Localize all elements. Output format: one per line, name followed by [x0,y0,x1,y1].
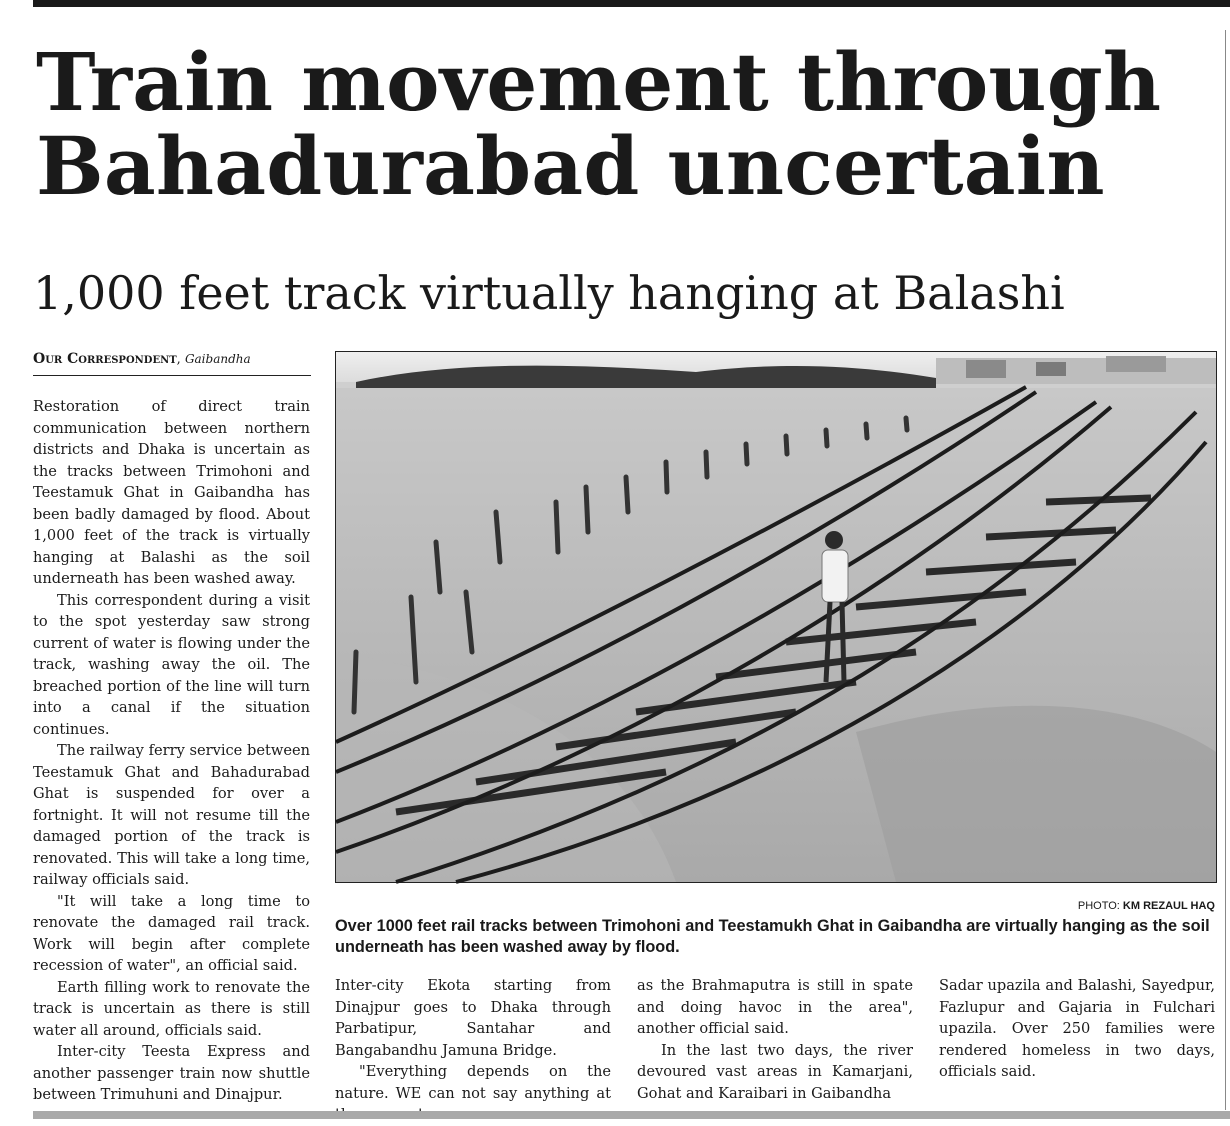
body-column-3 [637,975,913,1111]
byline-correspondent: Our Correspondent [33,351,177,367]
paragraph: "Everything depends on the nature. WE can not say anything at [335,1063,611,1102]
flooded-track-illustration [336,352,1216,882]
byline-location: Gaibandha [184,352,251,366]
bottom-rule [33,1111,1230,1119]
paragraph: Sadar upazila and Balashi, Sayedpur, Fazlupur and Gajaria in Fulchari upazila. Over 250 families were rendered homeless in two days, officials said. [939,977,1215,1080]
paragraph: Inter-city Teesta Express and another passenger train now shuttle between Trimuhuni and Dinajpur. [33,1043,310,1103]
byline-comma: , [176,352,185,367]
paragraph: In the last two days, the river devoured vast areas in Kamarjani, Gohat and Karaibari in Gaibandha [637,1041,913,1102]
paragraph: "It will take a long time to renovate the damaged rail track. Work will begin after complete recession of water", an official said. [33,892,310,974]
headline-line-1: Train movement through [36,35,1162,129]
photo-caption: Over 1000 feet rail tracks between Trimohoni and Teestamukh Ghat in Gaibandha are virtually hanging as the soil underneath has been washed away by flood. [335,917,1210,956]
body-column-2 [335,975,611,1111]
headline [36,35,1226,213]
paragraph: The railway ferry service between Teestamuk Ghat and Bahadurabad Ghat is suspended for over a fortnight. It will not resume till the damaged portion of the track is renovated. This will take a long time, railway officials said. [33,742,310,888]
paragraph: Inter-city Ekota starting from Dinajpur goes to Dhaka through Parbatipur, Santahar and Bangabandhu Jamuna Bridge. [335,977,611,1059]
paragraph: Earth filling work to renovate the track is uncertain as there is still water all around, officials said. [33,978,310,1039]
headline-line-2: Bahadurabad uncertain [36,119,1105,213]
paragraph: as the Brahmaputra is still in spate and doing havoc in the area", another official said. [637,977,913,1037]
byline [33,349,311,376]
top-rule [33,0,1230,7]
subheadline: 1,000 feet track virtually hanging at Balashi [33,266,1065,320]
photo-credit-label: PHOTO: [1077,900,1120,912]
paragraph: This correspondent during a visit to the spot yesterday saw strong current of water is flowing under the track, washing away the oil. The breached portion of the line will turn into a canal if the situation continues. [33,591,310,738]
paragraph: Restoration of direct train communication between northern districts and Dhaka is uncertain as the tracks between Trimohoni and Teestamuk Ghat in Gaibandha has been badly damaged by flood. About 1,000 feet of the track is virtually hanging at Balashi as the soil underneath has been washed away. [33,398,310,587]
photo-credit [935,899,1215,913]
photo-credit-name: KM REZAUL HAQ [1122,900,1215,912]
body-column-4 [939,975,1215,1111]
body-column-1 [33,396,310,1106]
news-photo-flooded-railway-track [335,351,1217,883]
